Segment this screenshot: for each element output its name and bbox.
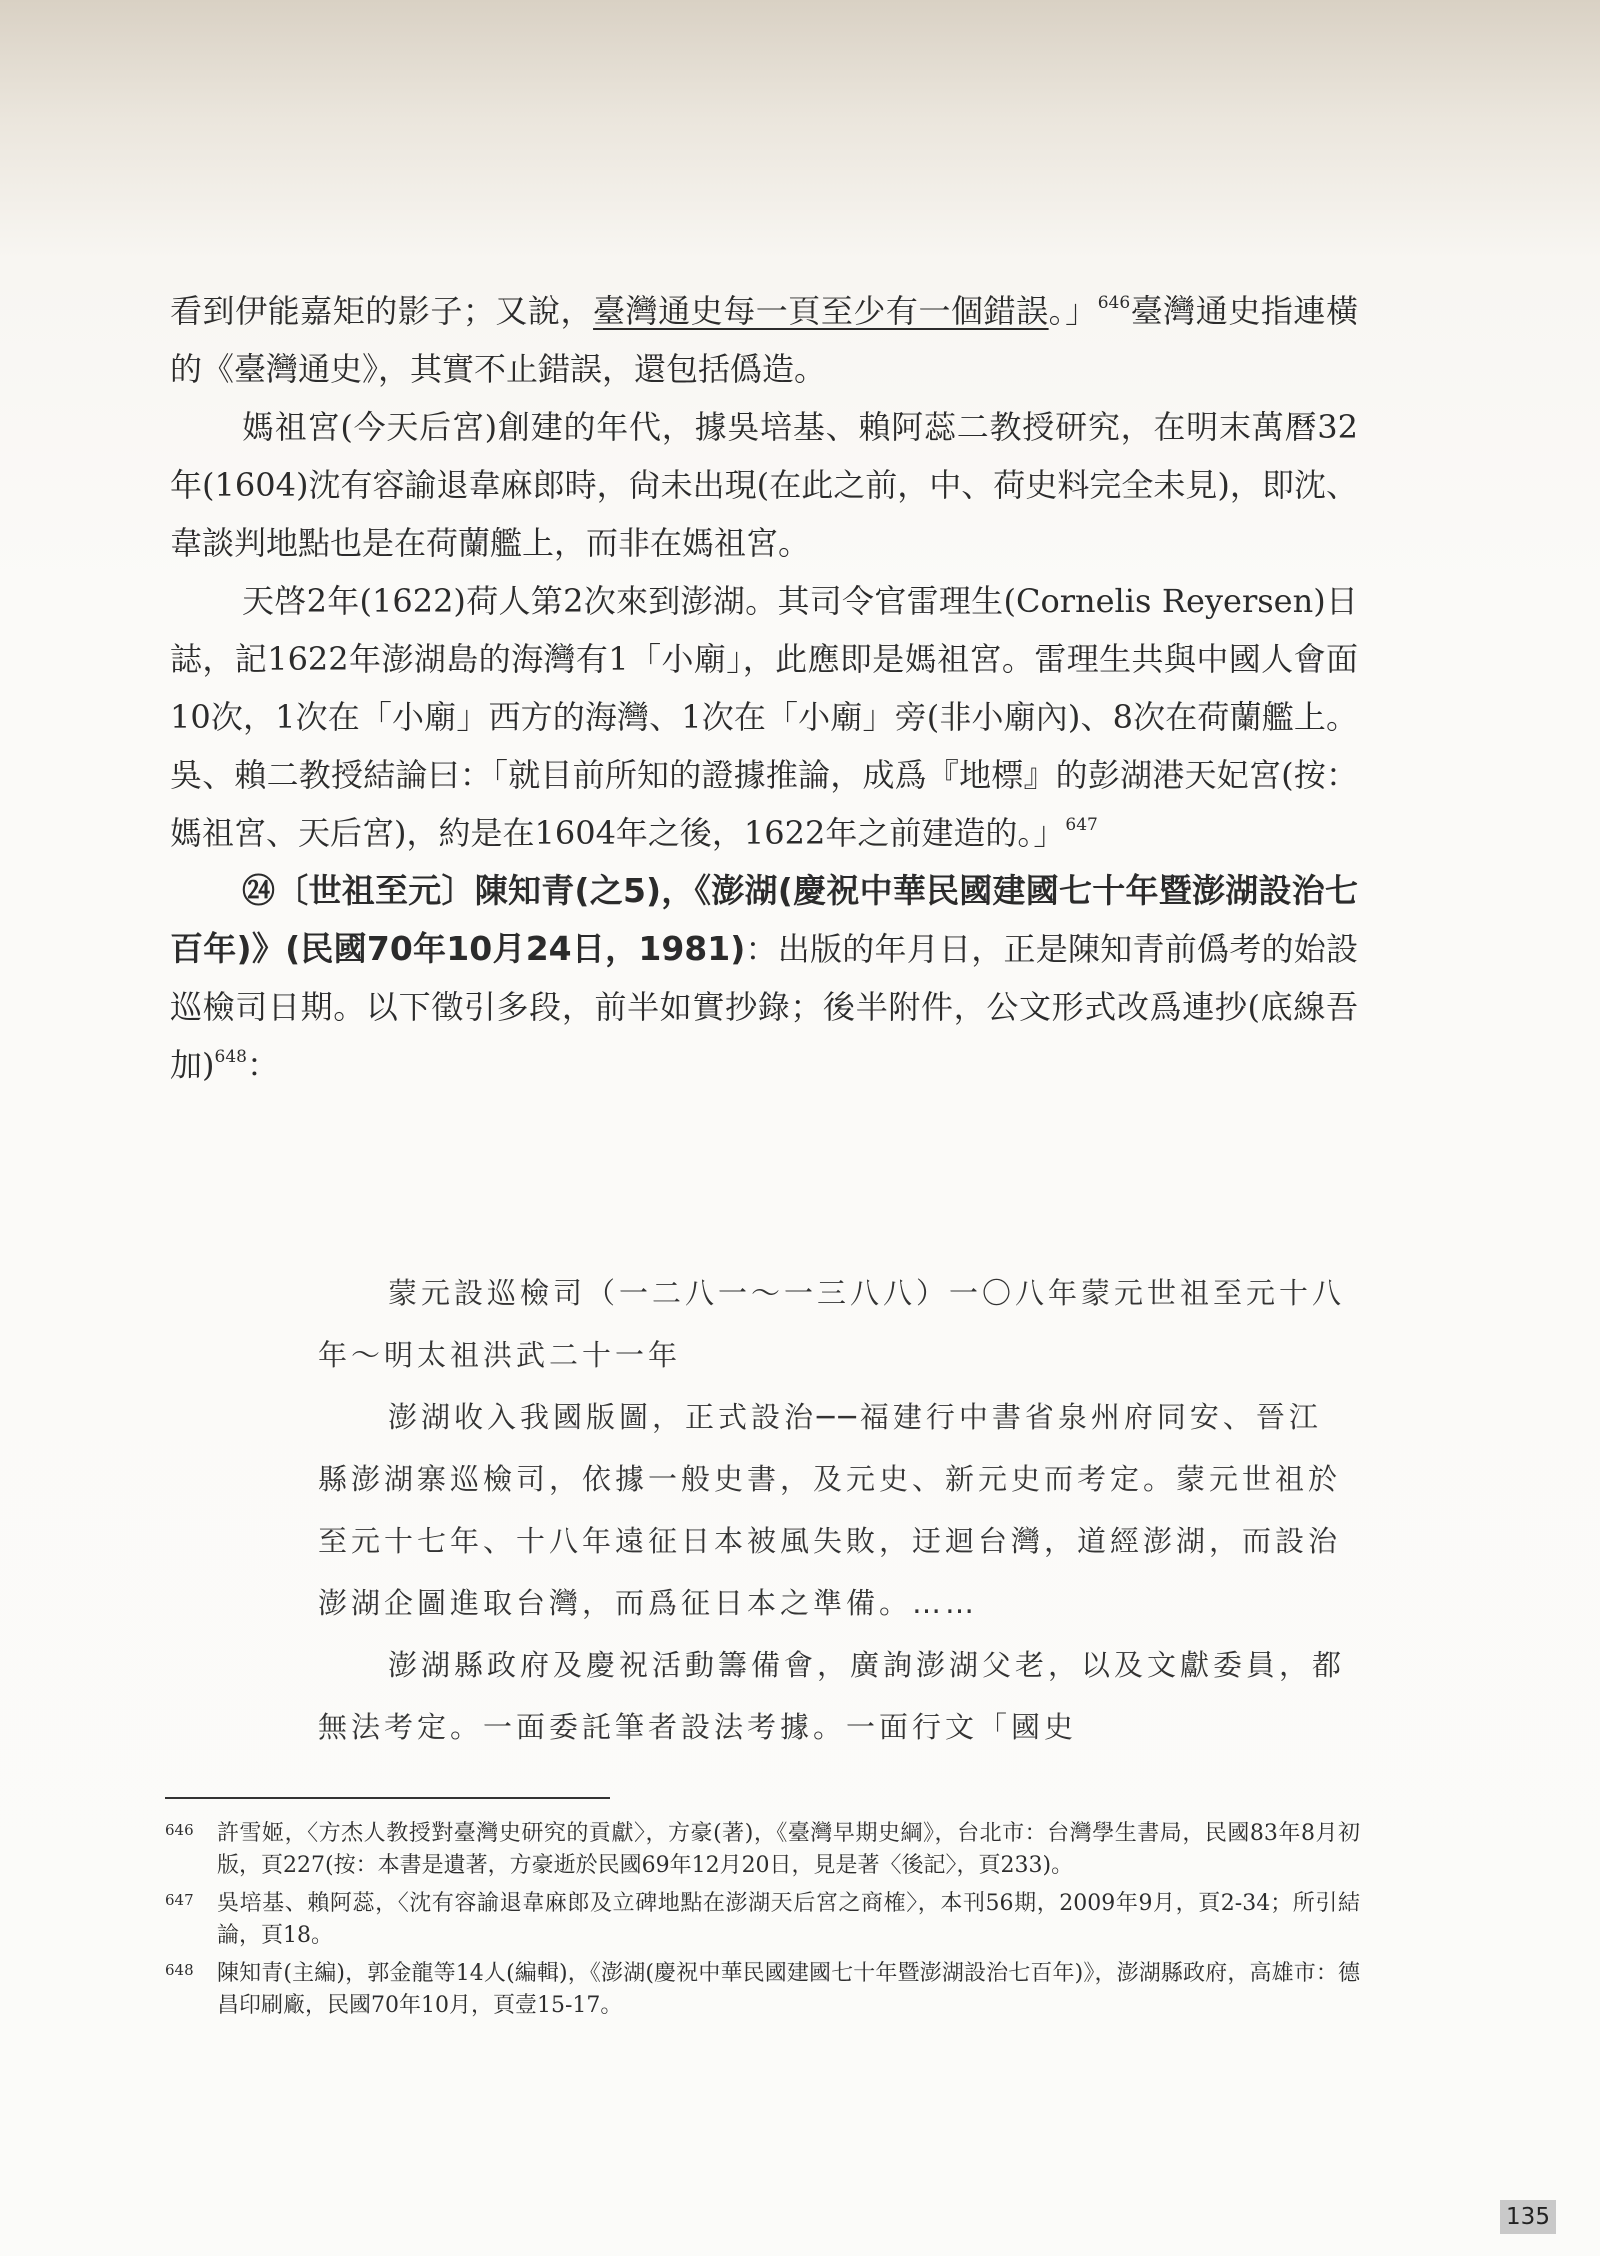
footnote-647 [165, 1888, 1360, 1952]
paragraph-4-text: ：出版的年月日，正是陳知青前僞考的始設巡檢司日期。以下徵引多段，前半如實抄錄；後半附件，公文形式改爲連抄(底線吾加) [170, 930, 1358, 1084]
paragraph-3 [170, 572, 1358, 862]
page-number: 135 [1500, 2200, 1556, 2234]
footnote-number: 648 [165, 1961, 194, 1979]
block-quote [318, 1262, 1348, 1758]
paragraph-1-text-a: 看到伊能嘉矩的影子；又說， [170, 292, 594, 330]
footnote-646 [165, 1818, 1360, 1882]
entry-heading: ㉔〔世祖至元〕陳知青(之5)，《澎湖(慶祝中華民國建國七十年暨澎湖設治七百年)》(民國70年10月24日，1981) [170, 871, 1358, 968]
paragraph-1-text-c: 臺灣通史指連橫的《臺灣通史》，其實不止錯誤，還包括僞造。 [170, 292, 1358, 388]
footnote-number: 646 [165, 1821, 194, 1839]
paragraph-3-text: 天啓2年(1622)荷人第2次來到澎湖。其司令官雷理生(Cornelis Reyersen)日誌，記1622年澎湖島的海灣有1「小廟」，此應即是媽祖宮。雷理生共與中國人會面10次，1次在「小廟」西方的海灣、1次在「小廟」旁(非小廟內)、8次在荷蘭艦上。吳、賴二教授結論曰：「就目前所知的證據推論，成爲『地標』的彭湖港天妃宮(按：媽祖宮、天后宮)，約是在1604年之後，1622年之前建造的。」 [170, 582, 1358, 852]
footnote-number: 647 [165, 1891, 194, 1909]
footnote-648 [165, 1958, 1360, 2022]
underlined-quote: 臺灣通史每一頁至少有一個錯誤 [593, 292, 1049, 330]
footnote-text: 許雪姬，〈方杰人教授對臺灣史研究的貢獻〉，方豪(著)，《臺灣早期史綱》，台北市：台灣學生書局，民國83年8月初版，頁227(按：本書是遺著，方豪逝於民國69年12月20日，見是著〈後記〉，頁233)。 [217, 1821, 1360, 1878]
quote-paragraph-3: 澎湖縣政府及慶祝活動籌備會，廣詢澎湖父老，以及文獻委員，都無法考定。一面委託筆者設法考據。一面行文「國史 [318, 1648, 1346, 1744]
paragraph-1-text-b: 。」 [1048, 292, 1098, 330]
paragraph-4-end: ： [246, 1046, 279, 1084]
quote-paragraph-2: 澎湖收入我國版圖，正式設治──福建行中書省泉州府同安、晉江縣澎湖寨巡檢司，依據一般史書，及元史、新元史而考定。蒙元世祖於至元十七年、十八年遠征日本被風失敗，迂迴台灣，道經澎湖，而設治澎湖企圖進取台灣，而爲征日本之準備。…… [318, 1400, 1342, 1620]
footnote-ref-647[interactable]: 647 [1065, 815, 1098, 835]
paragraph-1 [170, 282, 1358, 398]
paragraph-2: 媽祖宮(今天后宮)創建的年代，據吳培基、賴阿蕊二教授研究，在明末萬曆32年(1604)沈有容諭退韋麻郎時，尙未出現(在此之前，中、荷史料完全未見)，即沈、韋談判地點也是在荷蘭艦上，而非在媽祖宮。 [170, 408, 1358, 562]
footnote-text: 吳培基、賴阿蕊，〈沈有容諭退韋麻郎及立碑地點在澎湖天后宮之商榷〉，本刊56期，2009年9月，頁2-34；所引結論，頁18。 [217, 1891, 1360, 1948]
footnote-ref-648[interactable]: 648 [214, 1047, 247, 1067]
footnotes [165, 1818, 1360, 2028]
footnote-text: 陳知青(主編)，郭金龍等14人(編輯)，《澎湖(慶祝中華民國建國七十年暨澎湖設治七百年)》，澎湖縣政府，高雄市：德昌印刷廠，民國70年10月，頁壹15-17。 [217, 1961, 1360, 2018]
body-text [170, 282, 1358, 1094]
paragraph-4 [170, 862, 1358, 1094]
footnote-ref-646[interactable]: 646 [1097, 293, 1131, 313]
quote-line-1: 蒙元設巡檢司（一二八一～一三八八）一〇八年蒙元世祖至元十八年～明太祖洪武二十一年 [318, 1276, 1346, 1372]
footnote-divider [165, 1797, 610, 1799]
